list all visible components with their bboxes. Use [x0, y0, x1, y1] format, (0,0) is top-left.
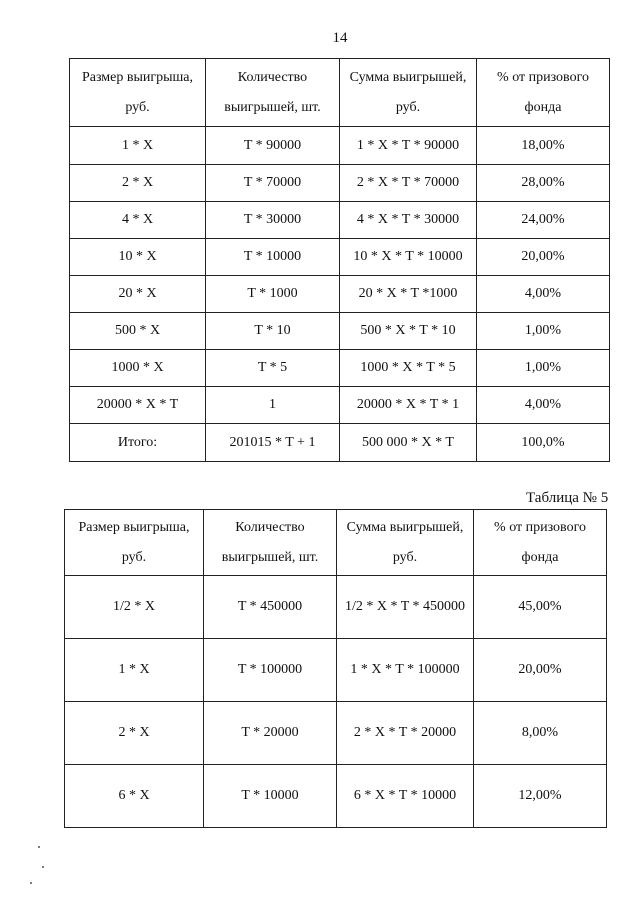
cell-prize-size: 6 * X [65, 765, 204, 828]
cell-prize-count: T * 100000 [204, 639, 337, 702]
cell-prize-count: T * 90000 [206, 127, 340, 165]
table-row [65, 639, 607, 702]
cell-prize-sum: 1000 * X * T * 5 [340, 350, 477, 387]
table-row [70, 202, 610, 239]
cell-prize-size: 20 * X [70, 276, 206, 313]
cell-fund-percent: 18,00% [477, 127, 610, 165]
cell-prize-count: T * 10 [206, 313, 340, 350]
header-prize-count: Количество выигрышей, шт. [204, 510, 337, 576]
cell-total-percent: 100,0% [477, 424, 610, 462]
cell-fund-percent: 45,00% [474, 576, 607, 639]
cell-prize-size: 1000 * X [70, 350, 206, 387]
cell-fund-percent: 28,00% [477, 165, 610, 202]
table-row [70, 276, 610, 313]
table-row [70, 350, 610, 387]
scan-speck [38, 846, 40, 848]
table-header-row [65, 510, 607, 576]
cell-fund-percent: 24,00% [477, 202, 610, 239]
cell-prize-count: T * 20000 [204, 702, 337, 765]
cell-fund-percent: 8,00% [474, 702, 607, 765]
cell-prize-count: T * 5 [206, 350, 340, 387]
header-prize-size: Размер выигрыша, руб. [70, 59, 206, 127]
cell-fund-percent: 20,00% [477, 239, 610, 276]
cell-total-sum: 500 000 * X * T [340, 424, 477, 462]
cell-prize-size: 2 * X [70, 165, 206, 202]
cell-prize-sum: 500 * X * T * 10 [340, 313, 477, 350]
header-prize-size: Размер выигрыша, руб. [65, 510, 204, 576]
cell-prize-size: 1 * X [65, 639, 204, 702]
cell-fund-percent: 1,00% [477, 313, 610, 350]
prize-table-1 [69, 58, 610, 462]
scan-speck [30, 882, 32, 884]
header-fund-percent: % от призового фонда [477, 59, 610, 127]
header-prize-count: Количество выигрышей, шт. [206, 59, 340, 127]
header-prize-sum: Сумма выигрышей, руб. [337, 510, 474, 576]
cell-prize-sum: 10 * X * T * 10000 [340, 239, 477, 276]
cell-prize-count: T * 30000 [206, 202, 340, 239]
cell-fund-percent: 4,00% [477, 387, 610, 424]
cell-prize-sum: 20000 * X * T * 1 [340, 387, 477, 424]
table-row [70, 313, 610, 350]
cell-prize-count: T * 1000 [206, 276, 340, 313]
cell-prize-sum: 2 * X * T * 70000 [340, 165, 477, 202]
table-row [70, 387, 610, 424]
cell-prize-size: 20000 * X * T [70, 387, 206, 424]
cell-fund-percent: 1,00% [477, 350, 610, 387]
cell-prize-sum: 1 * X * T * 100000 [337, 639, 474, 702]
table-row [65, 702, 607, 765]
cell-prize-sum: 1 * X * T * 90000 [340, 127, 477, 165]
cell-prize-size: 500 * X [70, 313, 206, 350]
table-row [70, 127, 610, 165]
cell-prize-size: 4 * X [70, 202, 206, 239]
table-row [70, 239, 610, 276]
table-row [70, 165, 610, 202]
cell-fund-percent: 20,00% [474, 639, 607, 702]
table-row [65, 765, 607, 828]
header-fund-percent: % от призового фонда [474, 510, 607, 576]
prize-table-2 [64, 509, 607, 828]
cell-prize-size: 1/2 * X [65, 576, 204, 639]
table-total-row [70, 424, 610, 462]
cell-total-label: Итого: [70, 424, 206, 462]
cell-prize-size: 1 * X [70, 127, 206, 165]
cell-prize-count: T * 450000 [204, 576, 337, 639]
table-caption: Таблица № 5 [526, 490, 609, 506]
table-row [65, 576, 607, 639]
cell-total-count: 201015 * T + 1 [206, 424, 340, 462]
scan-speck [42, 866, 44, 868]
cell-prize-sum: 20 * X * T *1000 [340, 276, 477, 313]
cell-prize-sum: 2 * X * T * 20000 [337, 702, 474, 765]
cell-prize-size: 10 * X [70, 239, 206, 276]
page-number: 14 [332, 30, 348, 46]
table-header-row [70, 59, 610, 127]
header-prize-sum: Сумма выигрышей, руб. [340, 59, 477, 127]
cell-prize-size: 2 * X [65, 702, 204, 765]
cell-fund-percent: 4,00% [477, 276, 610, 313]
cell-prize-count: 1 [206, 387, 340, 424]
cell-prize-sum: 6 * X * T * 10000 [337, 765, 474, 828]
cell-prize-count: T * 10000 [204, 765, 337, 828]
cell-fund-percent: 12,00% [474, 765, 607, 828]
cell-prize-count: T * 10000 [206, 239, 340, 276]
cell-prize-sum: 4 * X * T * 30000 [340, 202, 477, 239]
cell-prize-count: T * 70000 [206, 165, 340, 202]
cell-prize-sum: 1/2 * X * T * 450000 [337, 576, 474, 639]
